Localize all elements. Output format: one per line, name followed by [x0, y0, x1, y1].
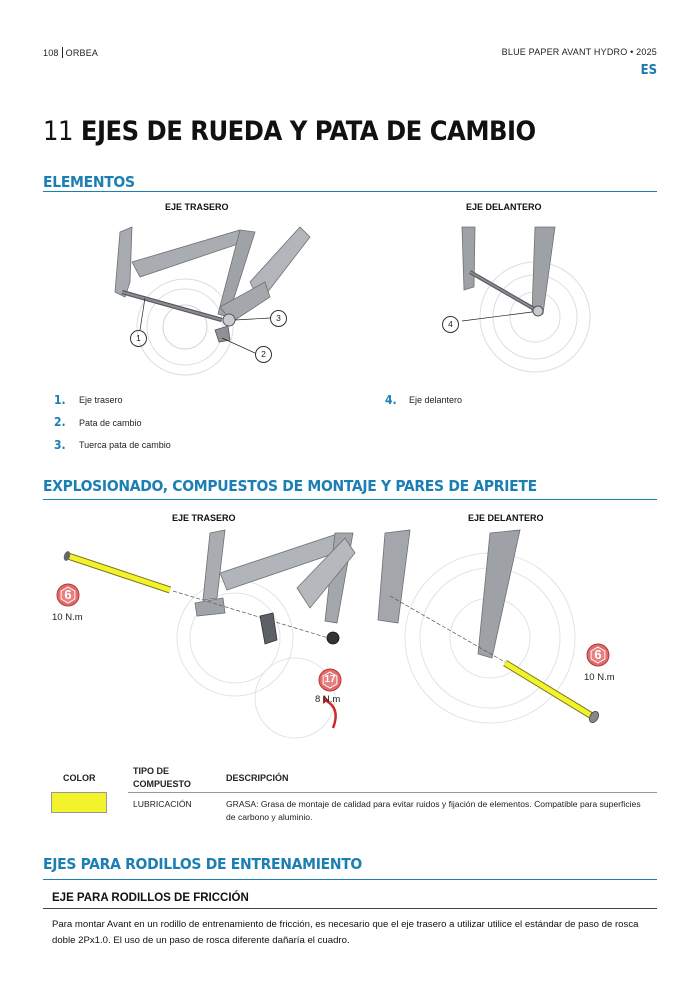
legend-label-1: Eje trasero [79, 395, 123, 405]
legend-label-4: Eje delantero [409, 395, 463, 405]
compound-description: GRASA: Grasa de montaje de calidad para evitar ruidos y fijación de elementos. Compatible para superficies de carbono y aluminio. [226, 799, 641, 822]
page-number: 108 [43, 48, 59, 58]
section-divider [43, 879, 657, 880]
rear-axle-caption: EJE TRASERO [165, 202, 229, 212]
legend-number-4: 4. [385, 393, 397, 407]
subsection-divider [43, 908, 657, 909]
callout-2: 2 [255, 346, 272, 363]
front-axle-caption: EJE DELANTERO [466, 202, 542, 212]
legend-label-3: Tuerca pata de cambio [79, 440, 171, 450]
exploded-rear-caption: EJE TRASERO [172, 513, 236, 523]
exploded-front-caption: EJE DELANTERO [468, 513, 544, 523]
legend-number-1: 1. [54, 393, 66, 407]
torque-tool-icon [586, 643, 610, 667]
callout-4: 4 [442, 316, 459, 333]
torque-tool-size: 17 [324, 674, 336, 685]
table-header-color: COLOR [63, 773, 96, 783]
rear-axle-illustration [100, 222, 320, 372]
torque-value-front: 10 N.m [584, 672, 615, 683]
section-heading-trainer: EJES PARA RODILLOS DE ENTRENAMIENTO [43, 855, 362, 873]
exploded-rear-illustration [45, 528, 365, 748]
torque-tool-icon [56, 583, 80, 607]
table-header-type: TIPO DE COMPUESTO [133, 766, 191, 789]
chapter-title-text: EJES DE RUEDA Y PATA DE CAMBIO [80, 116, 536, 147]
legend-number-2: 2. [54, 415, 66, 429]
language-code: ES [640, 63, 657, 78]
subsection-heading: EJE PARA RODILLOS DE FRICCIÓN [52, 892, 249, 904]
page-header-left [43, 47, 98, 58]
torque-value-rear: 10 N.m [52, 612, 83, 623]
torque-value-nut: 8 N.m [315, 694, 341, 705]
callout-3: 3 [270, 310, 287, 327]
torque-tool-size: 6 [64, 587, 72, 602]
chapter-title [43, 116, 536, 147]
chapter-number: 11 [43, 116, 73, 147]
front-axle-illustration [440, 222, 590, 372]
section-heading-elements: ELEMENTOS [43, 173, 135, 191]
exploded-front-illustration [370, 528, 660, 748]
table-header-description: DESCRIPCIÓN [226, 773, 289, 783]
section-divider [43, 191, 657, 192]
callout-1: 1 [130, 330, 147, 347]
section-divider [43, 499, 657, 500]
legend-number-3: 3. [54, 438, 66, 452]
torque-tool-size: 6 [594, 647, 602, 662]
torque-tool-icon [318, 668, 342, 692]
compound-type: LUBRICACIÓN [133, 799, 192, 809]
trainer-paragraph: Para montar Avant en un rodillo de entrenamiento de fricción, es necesario que el eje trasero a utilizar utilice el estándar de paso de rosca doble 2Px1.0. El uso de un paso de rosca diferente dañaría el cuadro. [52, 919, 639, 946]
section-heading-exploded: EXPLOSIONADO, COMPUESTOS DE MONTAJE Y PARES DE APRIETE [43, 477, 537, 495]
grease-color-swatch [51, 792, 107, 813]
document-title: BLUE PAPER AVANT HYDRO • 2025 [501, 47, 657, 57]
brand-name: ORBEA [65, 48, 99, 58]
legend-label-2: Pata de cambio [79, 418, 142, 428]
table-divider [128, 792, 657, 793]
